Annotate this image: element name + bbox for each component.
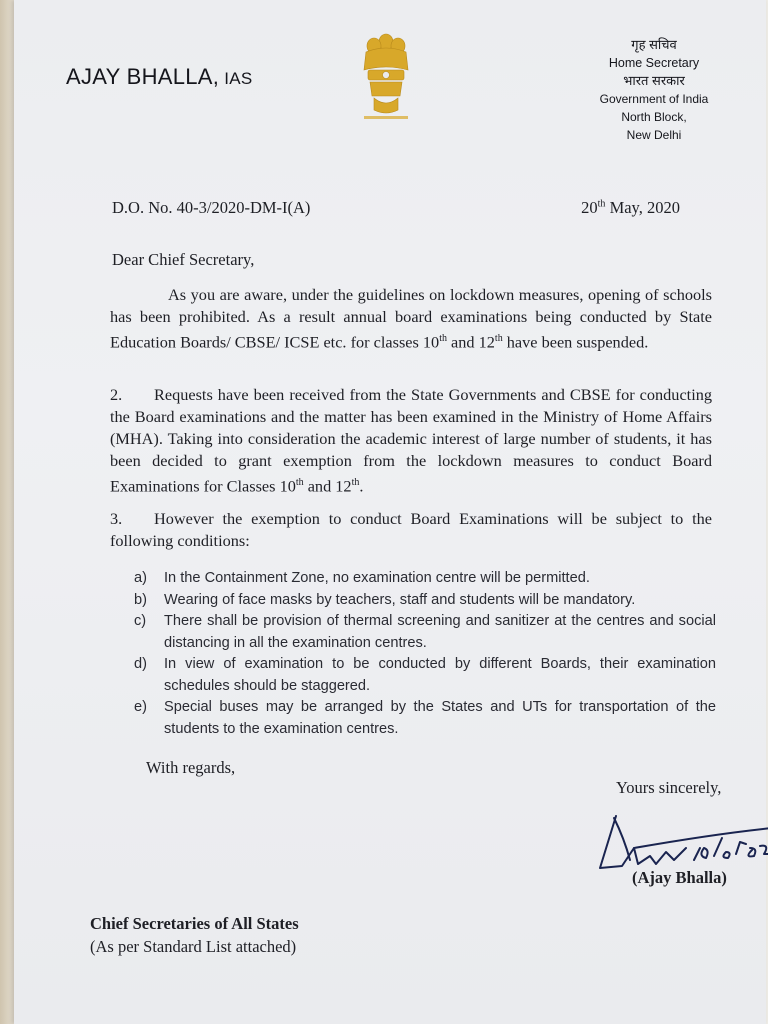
condition-item: [134, 697, 716, 740]
letter-page: [14, 0, 766, 1024]
p1-text-a: As you are aware, under the guidelines on lockdown measures, opening of schools has been prohibited. As a result annual board examinations being conducted by State Education Boards/ CBSE/ ICSE etc. for classes 10: [110, 285, 712, 352]
date-day: 20: [581, 198, 598, 217]
salutation: Dear Chief Secretary,: [112, 250, 255, 269]
p1-sup-a: th: [439, 333, 447, 344]
government-hindi: भारत सरकार: [623, 73, 685, 88]
paragraph-3-number: 3.: [110, 509, 123, 528]
office-title: Home Secretary: [608, 56, 700, 70]
condition-marker: b): [134, 591, 147, 608]
paragraph-2: [110, 384, 712, 497]
condition-text: Special buses may be arranged by the States and UTs for transportation of the students to the examination centres.: [164, 699, 716, 737]
p2-text-b: and 12: [303, 476, 352, 496]
p2-sup-b: th: [351, 477, 360, 488]
condition-text: Wearing of face masks by teachers, staff and students will be mandatory.: [164, 591, 636, 608]
do-number: D.O. No. 40-3/2020-DM-I(A): [112, 198, 311, 217]
p2-text-c: .: [359, 476, 364, 496]
condition-text: In view of examination to be conducted by different Boards, their examination schedules should be staggered.: [164, 656, 716, 694]
conditions-list: [134, 568, 716, 740]
sender-name: [66, 64, 253, 90]
addressee-block: [90, 912, 299, 958]
p1-text-b: and 12: [446, 332, 495, 352]
office-title-hindi: गृह सचिव: [631, 37, 677, 52]
p1-text-c: have been suspended.: [502, 332, 649, 352]
condition-item: [134, 568, 716, 590]
addressee-note: (As per Standard List attached): [90, 937, 297, 956]
closing-sincerely: Yours sincerely,: [616, 778, 722, 797]
letter-date: [581, 198, 680, 218]
p1-sup-b: th: [494, 333, 503, 344]
address-line-2: New Delhi: [626, 128, 682, 142]
addressee-to: Chief Secretaries of All States: [90, 914, 299, 933]
p2-text-a: Requests have been received from the State Governments and CBSE for conducting the Board examinations and the matter has been examined in the Ministry of Home Affairs (MHA). Taking into consideration the academic interest of large number of students, it has been decided to grant exemption from the lockdown measures to conduct Board Examinations for Classes 10: [110, 385, 712, 496]
condition-marker: a): [134, 570, 147, 586]
reference-line: [112, 198, 680, 218]
p3-text: However the exemption to conduct Board Examinations will be subject to the following conditions:: [110, 509, 712, 550]
sender-service-suffix: IAS: [219, 69, 253, 88]
condition-marker: d): [134, 656, 147, 672]
date-month-year: May, 2020: [605, 198, 680, 217]
paragraph-3: [110, 508, 712, 552]
condition-item: [134, 590, 716, 612]
date-suffix: th: [597, 198, 606, 210]
sender-name-text: AJAY BHALLA,: [66, 64, 220, 89]
office-block: [584, 36, 724, 144]
condition-text: There shall be provision of thermal screening and sanitizer at the centres and social distancing in all the examination centres.: [164, 613, 716, 651]
closing-regards: With regards,: [146, 758, 236, 777]
government-name: Government of India: [599, 92, 709, 106]
condition-item: [134, 654, 716, 697]
p2-sup-a: th: [295, 477, 304, 488]
paragraph-2-number: 2.: [110, 385, 123, 404]
condition-item: [134, 611, 716, 654]
national-emblem-icon: [354, 30, 418, 134]
paragraph-1: [110, 284, 712, 353]
signatory-name: (Ajay Bhalla): [632, 868, 727, 887]
condition-marker: c): [134, 613, 147, 629]
condition-marker: e): [134, 699, 147, 715]
condition-text: In the Containment Zone, no examination centre will be permitted.: [164, 570, 590, 586]
address-line-1: North Block,: [621, 110, 687, 124]
